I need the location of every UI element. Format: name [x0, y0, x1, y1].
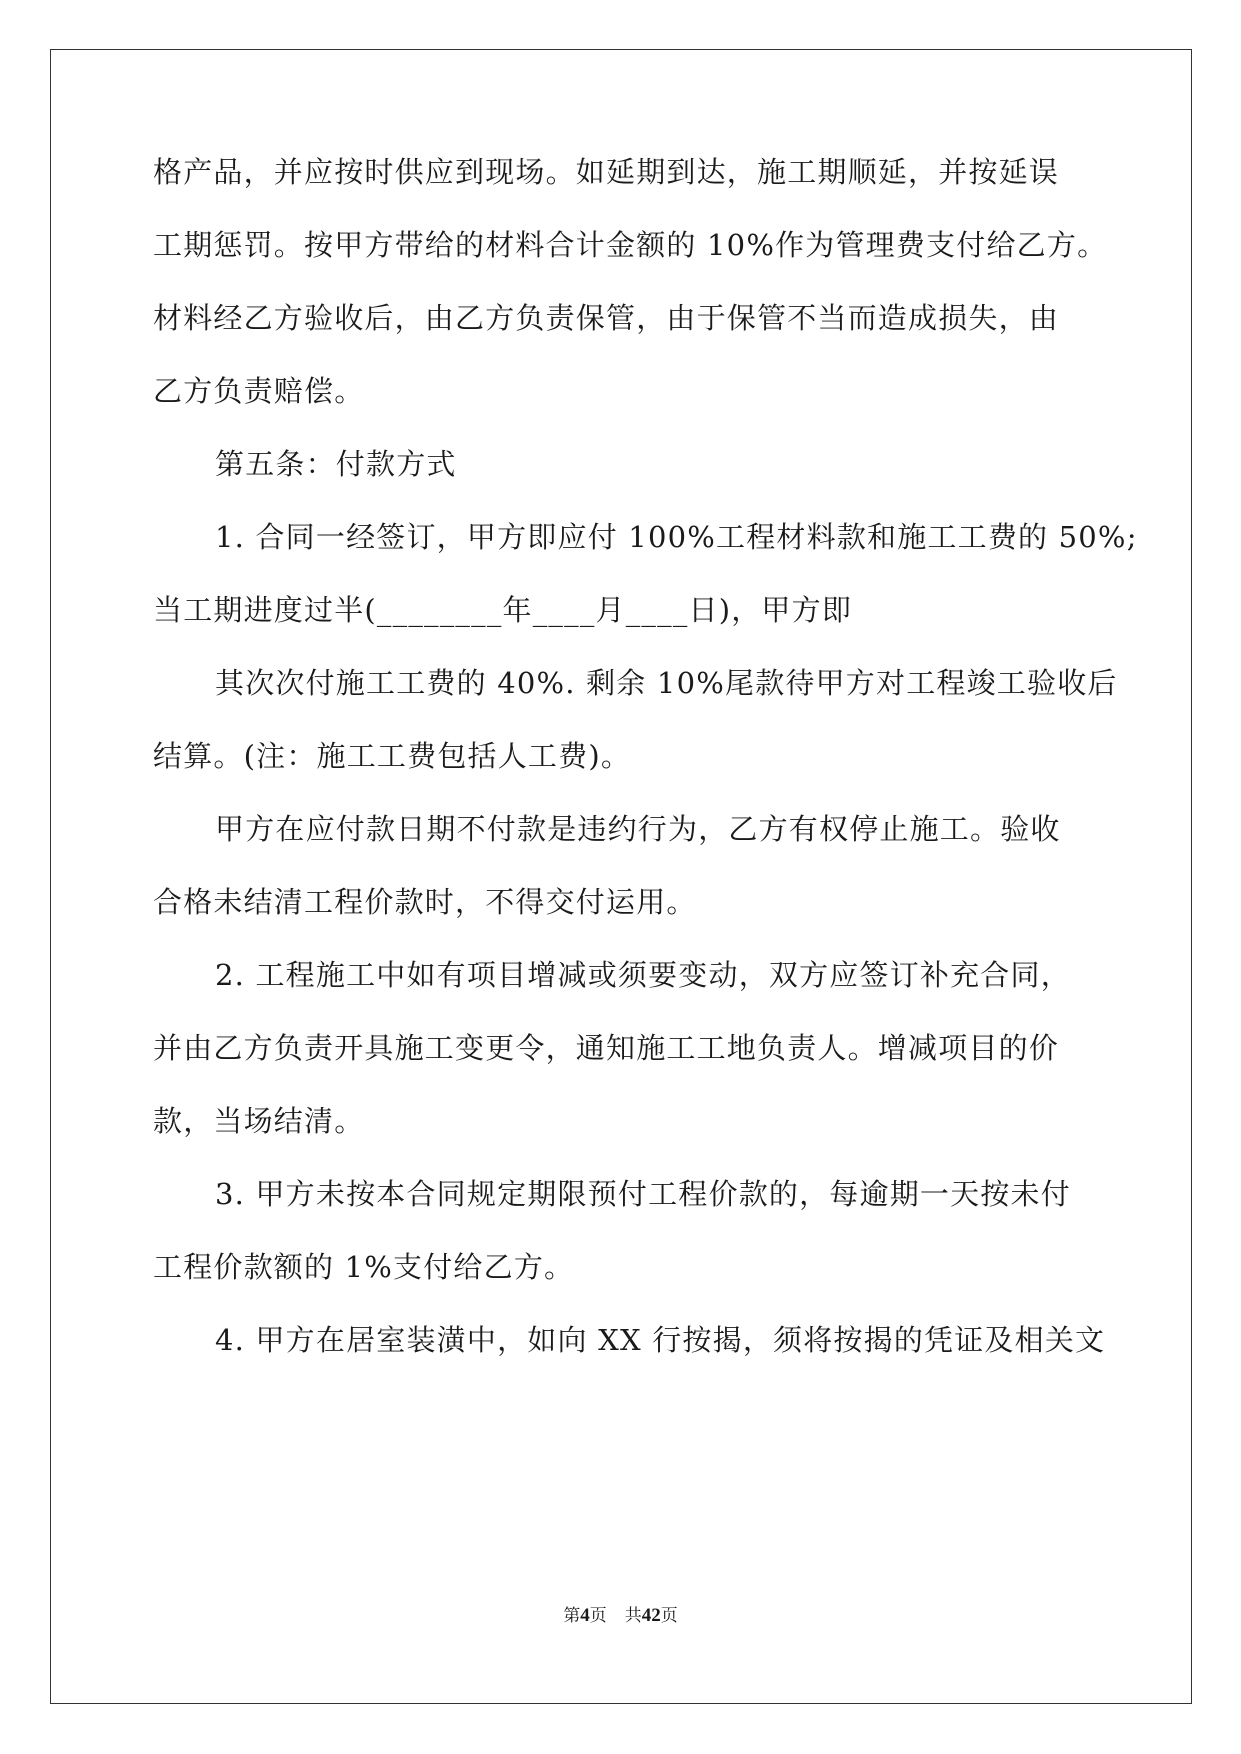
body-line-16: 工程价款额的 1%支付给乙方。 [153, 1250, 575, 1284]
body-line-10: 甲方在应付款日期不付款是违约行为，乙方有权停止施工。验收 [215, 812, 1061, 846]
footer-page-prefix: 第 [563, 1606, 581, 1626]
body-line-11: 合格未结清工程价款时，不得交付运用。 [153, 885, 697, 919]
page-footer [0, 1604, 1241, 1628]
footer-page-suffix: 页 [589, 1606, 607, 1626]
body-line-14: 款，当场结清。 [153, 1104, 365, 1138]
body-line-6: 1. 合同一经签订，甲方即应付 100%工程材料款和施工工费的 50%; [215, 520, 1138, 554]
body-line-17: 4. 甲方在居室装潢中，如向 XX 行按揭，须将按揭的凭证及相关文 [215, 1323, 1106, 1357]
footer-total-prefix: 共 [624, 1606, 642, 1626]
footer-page-number: 4 [580, 1605, 590, 1626]
body-line-9: 结算。(注：施工工费包括人工费)。 [153, 739, 632, 773]
body-line-2: 工期惩罚。按甲方带给的材料合计金额的 10%作为管理费支付给乙方。 [153, 228, 1108, 262]
section-heading: 第五条：付款方式 [215, 447, 457, 481]
body-line-1: 格产品，并应按时供应到现场。如延期到达，施工期顺延，并按延误 [153, 155, 1060, 189]
body-line-3: 材料经乙方验收后，由乙方负责保管，由于保管不当而造成损失，由 [153, 301, 1060, 335]
footer-total-suffix: 页 [660, 1606, 678, 1626]
footer-total-pages: 42 [641, 1605, 661, 1626]
body-line-8: 其次次付施工工费的 40%. 剩余 10%尾款待甲方对工程竣工验收后 [215, 666, 1118, 700]
body-line-15: 3. 甲方未按本合同规定期限预付工程价款的，每逾期一天按未付 [215, 1177, 1071, 1211]
body-line-4: 乙方负责赔偿。 [153, 374, 365, 408]
body-line-13: 并由乙方负责开具施工变更令，通知施工工地负责人。增减项目的价 [153, 1031, 1060, 1065]
body-line-7: 当工期进度过半(________年____月____日)，甲方即 [153, 593, 853, 627]
body-line-12: 2. 工程施工中如有项目增减或须要变动，双方应签订补充合同， [215, 958, 1071, 992]
